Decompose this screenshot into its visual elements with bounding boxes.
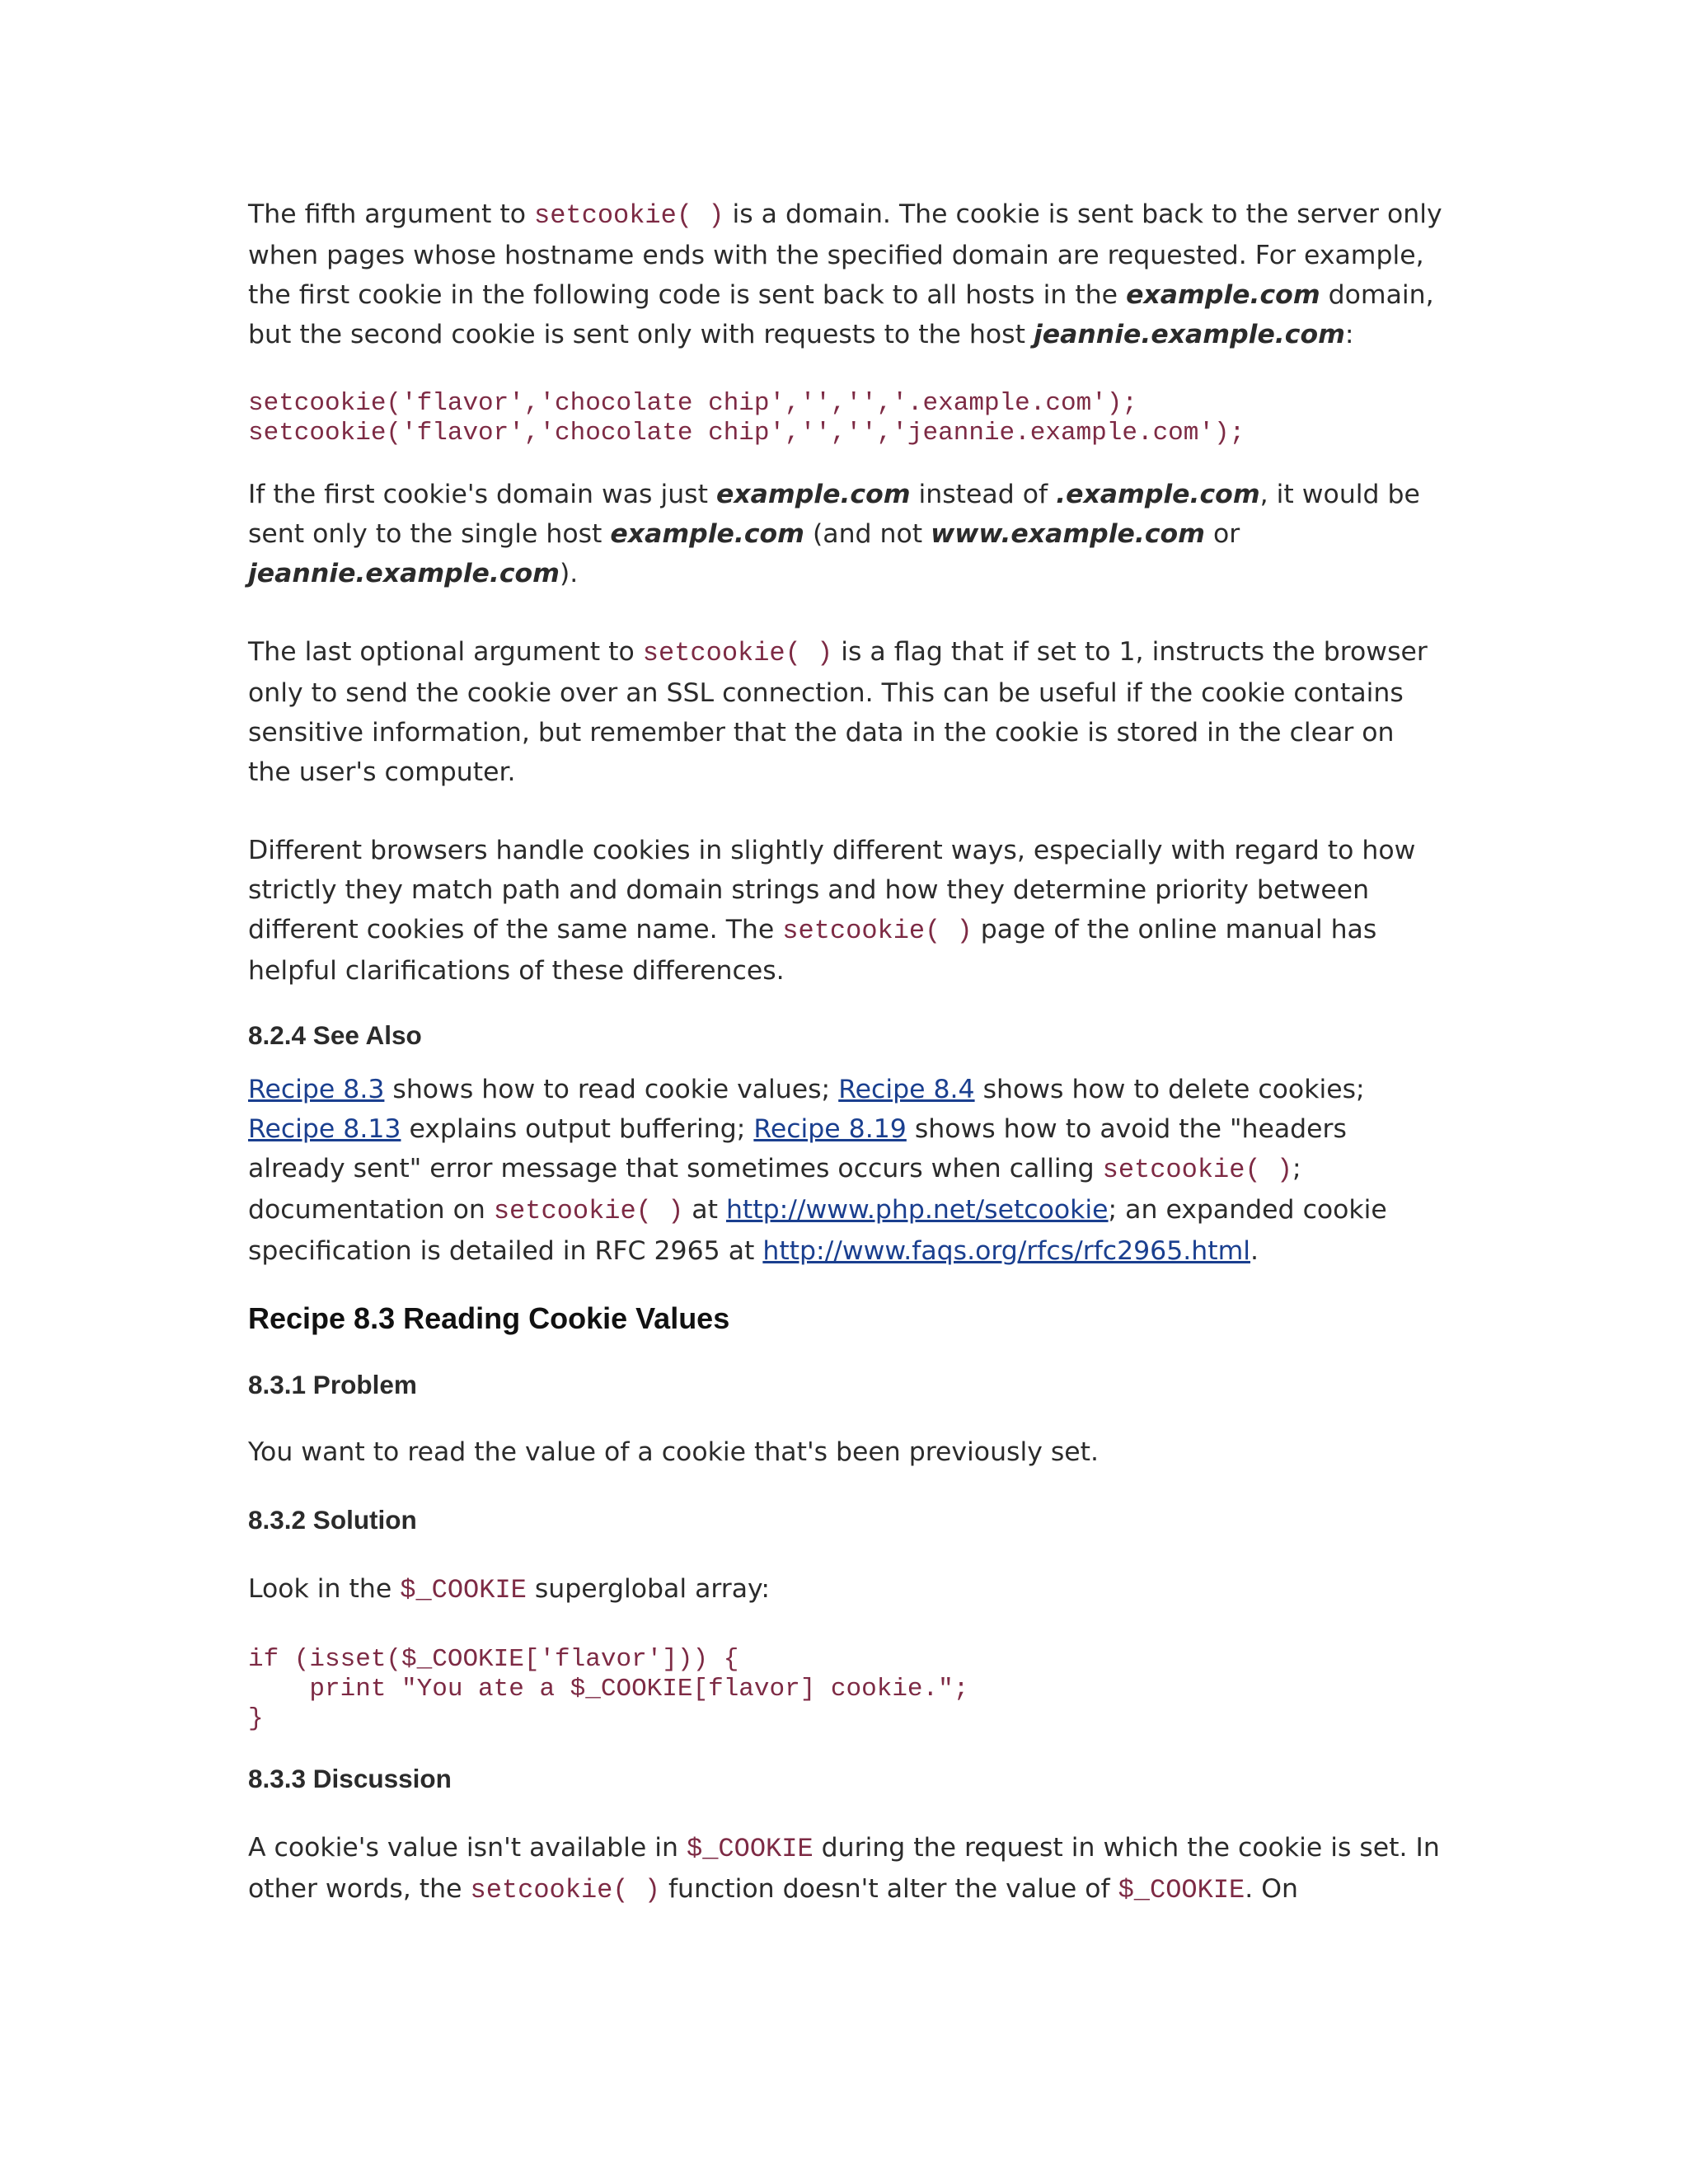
- text: ; documentation on: [248, 1154, 1301, 1225]
- text: ; an expanded cookie specification is detailed in RFC 2965 at: [248, 1195, 1387, 1266]
- link-recipe-8-3[interactable]: Recipe 8.3: [248, 1075, 385, 1104]
- inline-code: $_COOKIE: [1118, 1875, 1245, 1905]
- link-recipe-8-13[interactable]: Recipe 8.13: [248, 1114, 401, 1144]
- page-content: [248, 194, 1443, 1910]
- text: Different browsers handle cookies in slightly different ways, especially with regard to how strictly they match path and domain strings and how they determine priority between different cookies of the same name. The: [248, 836, 1416, 944]
- inline-code: $_COOKIE: [687, 1834, 814, 1864]
- text: shows how to delete cookies;: [974, 1075, 1365, 1104]
- paragraph-domain-example: [248, 475, 1443, 593]
- text: shows how to avoid the "headers already sent" error message that sometimes occurs when calling: [248, 1114, 1347, 1183]
- text: is a domain. The cookie is sent back to the server only when pages whose hostname ends with the specified domain are requested. For example, the first cookie in the following code is sent back to all hosts in the: [248, 199, 1442, 310]
- emphasis-domain: jeannie.example.com: [1033, 320, 1345, 349]
- heading-discussion: 8.3.3 Discussion: [248, 1764, 452, 1793]
- emphasis-domain: .example.com: [1056, 480, 1260, 509]
- heading-solution: 8.3.2 Solution: [248, 1505, 417, 1535]
- inline-code: setcookie( ): [1102, 1155, 1293, 1185]
- text: at: [683, 1195, 726, 1225]
- text: . On: [1245, 1874, 1299, 1904]
- paragraph-problem: [248, 1432, 1443, 1472]
- text: function doesn't alter the value of: [659, 1874, 1118, 1904]
- text: If the first cookie's domain was just: [248, 480, 716, 509]
- text: explains output buffering;: [401, 1114, 754, 1144]
- paragraph-ssl-flag: [248, 632, 1443, 792]
- paragraph-domain-argument: [248, 194, 1443, 354]
- text: , it would be sent only to the single host: [248, 480, 1420, 549]
- link-php-setcookie[interactable]: http://www.php.net/setcookie: [725, 1195, 1109, 1225]
- heading-recipe-8-3: Recipe 8.3 Reading Cookie Values: [248, 1301, 730, 1335]
- emphasis-domain: jeannie.example.com: [248, 559, 560, 588]
- paragraph-discussion: [248, 1828, 1443, 1910]
- emphasis-domain: www.example.com: [931, 519, 1205, 549]
- inline-code: setcookie( ): [782, 916, 973, 946]
- text: shows how to read cookie values;: [384, 1075, 839, 1104]
- text: domain, but the second cookie is sent only with requests to the host: [248, 280, 1434, 349]
- inline-code: setcookie( ): [493, 1196, 684, 1226]
- emphasis-domain: example.com: [715, 480, 911, 509]
- text: instead of: [910, 480, 1057, 509]
- text: Look in the: [248, 1574, 401, 1604]
- text: You want to read the value of a cookie that's been previously set.: [248, 1437, 1100, 1467]
- inline-code: setcookie( ): [534, 200, 724, 231]
- text: .: [1250, 1236, 1259, 1266]
- emphasis-domain: example.com: [610, 519, 804, 549]
- text: page of the online manual has helpful clarifications of these differences.: [248, 915, 1377, 986]
- link-recipe-8-4[interactable]: Recipe 8.4: [838, 1075, 975, 1104]
- paragraph-browser-differences: [248, 831, 1443, 991]
- link-recipe-8-19[interactable]: Recipe 8.19: [753, 1114, 907, 1144]
- heading-problem: 8.3.1 Problem: [248, 1370, 417, 1399]
- text: :: [1344, 320, 1354, 349]
- emphasis-domain: example.com: [1126, 280, 1320, 310]
- code-block-read-cookie: if (isset($_COOKIE['flavor'])) { print "You ate a $_COOKIE[flavor] cookie."; }: [248, 1645, 969, 1733]
- text: The last optional argument to: [248, 637, 643, 667]
- inline-code: setcookie( ): [642, 638, 833, 668]
- text: The fifth argument to: [248, 199, 534, 229]
- link-rfc2965[interactable]: http://www.faqs.org/rfcs/rfc2965.html: [762, 1236, 1251, 1266]
- text: (and not: [804, 519, 931, 549]
- paragraph-solution: [248, 1569, 1443, 1610]
- text: A cookie's value isn't available in: [248, 1833, 687, 1863]
- paragraph-see-also: [248, 1070, 1443, 1271]
- heading-see-also: 8.2.4 See Also: [248, 1020, 422, 1050]
- text: or: [1204, 519, 1240, 549]
- inline-code: $_COOKIE: [400, 1575, 527, 1605]
- text: ).: [559, 559, 579, 588]
- text: during the request in which the cookie is set. In other words, the: [248, 1833, 1440, 1904]
- inline-code: setcookie( ): [470, 1875, 660, 1905]
- text: is a flag that if set to 1, instructs the browser only to send the cookie over an SSL connection. This can be useful if the cookie contains sensitive information, but remember that the data in the cookie is stored in the clear on the user's computer.: [248, 637, 1428, 787]
- code-block-setcookie: setcookie('flavor','chocolate chip','','','.example.com'); setcookie('flavor','chocolate chip','','','jeannie.example.com');: [248, 389, 1245, 448]
- text: superglobal array:: [526, 1574, 771, 1604]
